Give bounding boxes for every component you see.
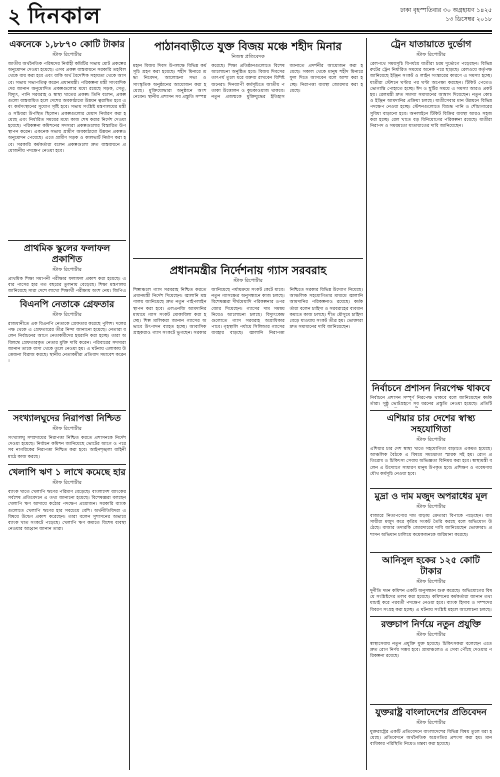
- article-body: ব্যাংক খাতে খেলাপি ঋণের পরিমাণ বেড়েছে। বাংলাদেশ ব্যাংকের সর্বশেষ প্রতিবেদনে এ তথ্য জানানো হয়েছে। বিশেষজ্ঞরা বলছেন খেলাপি ঋণ আদায়ে কঠোর পদক্ষেপ প্রয়োজন। সরকারি ব্যাংকগুলোতে খেলাপি ঋণের হার সবচেয়ে বেশি। অর্থনীতিবিদরা এ বিষয়ে উদ্বেগ প্রকাশ করেছেন। তারা বলেন সুশাসনের অভাবে ব্যাংক খাত সংকটে পড়েছে। খেলাপি ঋণ কমাতে বিশেষ ব্যবস্থা নেওয়ার আহ্বান জানান তারা।: [8, 490, 126, 533]
- article-body: দুর্নীতি দমন কমিশন একটি অনুসন্ধান শুরু করেছে। অভিযোগের বিষয়ে সংশ্লিষ্টদের তলব করা হয়েছে। কমিশনের কর্মকর্তারা জানান তথ্য যাচাই করে পরবর্তী পদক্ষেপ নেওয়া হবে। ব্যাংক হিসাব ও সম্পদের বিবরণ সংগ্রহ করা হচ্ছে। এ ঘটনায় সংশ্লিষ্ট মহলে আলোচনা চলছে।: [370, 589, 492, 613]
- divider: [8, 410, 126, 411]
- article-body: বাজারে নিত্যপণ্যের দাম বাড়ায় ক্রেতারা বিপাকে পড়েছেন। ব্যবসায়ীরা মজুদ করে কৃত্রিম সংকট তৈরি করছে বলে অভিযোগ উঠেছে। বাজার তদারকি জোরদারের দাবি জানিয়েছেন ভোক্তারা। প্রশাসন অভিযান চালিয়ে কয়েকজনকে জরিমানা করেছে।: [370, 514, 492, 538]
- byline: স্টাফ রিপোর্টার: [416, 579, 446, 585]
- headline: আনিসুল হকের ১২৫ কোটি টাকার: [382, 556, 480, 577]
- divider: [370, 552, 492, 553]
- headline: খেলাপি ঋণ ১ লাখে কমেছে হার: [8, 468, 126, 478]
- article-body: প্রাথমিক শিক্ষা সমাপনী পরীক্ষার ফলাফল প্রকাশ করা হয়েছে। এবার পাসের হার গত বছরের তুলনায় বেড়েছে। শিক্ষা মন্ত্রণালয় জানিয়েছে সারা দেশে লাখো শিক্ষার্থী পরীক্ষায় অংশ নেয়। জিপিএ: [8, 277, 126, 294]
- article-body: জাতীয় অর্থনৈতিক পরিষদের নির্বাহী কমিটির সভায় মোট প্রকল্পের অনুমোদন দেওয়া হয়েছে। এসব প্রকল্প বাস্তবায়নে সরকারি তহবিল থেকে ব্যয় করা হবে এবং বাকি অর্থ বৈদেশিক সহায়তা থেকে আসবে। সভায় সভাপতিত্ব করেন প্রধানমন্ত্রী। পরিকল্পনা মন্ত্রী সাংবাদিকদের জানান অনুমোদিত প্রকল্পগুলোর মধ্যে রয়েছে সড়ক, সেতু, বিদ্যুৎ, পানি সরবরাহ ও স্বাস্থ্য খাতের প্রকল্প। তিনি বলেন, প্রকল্পগুলো বাস্তবায়িত হলে দেশের অবকাঠামো উন্নয়ন ত্বরান্বিত হবে এবং কর্মসংস্থানের সুযোগ সৃষ্টি হবে। সভায় সংশ্লিষ্ট মন্ত্রণালয়ের মন্ত্রী ও সচিবরা উপস্থিত ছিলেন। প্রকল্পগুলোর মেয়াদ নির্ধারণ করা হয়েছে এবং নির্ধারিত সময়ের মধ্যে কাজ শেষ করার নির্দেশ দেওয়া হয়েছে। পরিকল্পনা কমিশনের সদস্যরা প্রকল্পগুলোর বিস্তারিত উপস্থাপন করেন। একনেক সভায় গ্রামীণ অবকাঠামো উন্নয়ন প্রকল্পও অনুমোদন পেয়েছে। এতে গ্রামীণ সড়ক ও কালভার্ট নির্মাণ করা হবে। সরকারি কর্মকর্তারা বলেন প্রকল্পগুলো দ্রুত বাস্তবায়নে প্রয়োজনীয় পদক্ষেপ নেওয়া হবে।: [8, 62, 126, 154]
- article-body: এশিয়ার চার দেশ স্বাস্থ্য খাতে সহযোগিতা বাড়াতে একমত হয়েছে। আঞ্চলিক বৈঠকে এ বিষয়ে সমঝোতা স্মারক সই হয়। রোগ প্রতিরোধ ও চিকিৎসা সেবায় অভিজ্ঞতা বিনিময় করা হবে। স্বাস্থ্যমন্ত্রী বলেন এ উদ্যোগে সাধারণ মানুষ উপকৃত হবে। প্রশিক্ষণ ও গবেষণায় যৌথ কর্মসূচি নেওয়া হবে।: [370, 447, 492, 477]
- article-body: সংখ্যালঘু সম্প্রদায়ের নিরাপত্তা নিশ্চিত করতে প্রশাসনকে নির্দেশ দেওয়া হয়েছে। নির্বাচন কমিশন জানিয়েছে ভোটের আগে ও পরে সব নাগরিকের নিরাপত্তা নিশ্চিত করা হবে। আইনশৃঙ্খলা বাহিনী মাঠে কাজ করছে।: [8, 436, 126, 460]
- article-4: [8, 412, 126, 462]
- byline: স্টাফ রিপোর্টার: [52, 426, 82, 432]
- newspaper-brand: দিনকাল: [28, 3, 102, 29]
- article-9: [370, 382, 492, 408]
- headline: বিএনপি নেতাকে গ্রেফতার: [19, 300, 115, 310]
- divider: [8, 296, 126, 297]
- headline: মুদ্রা ও দাম মজুদ অপরাধের মূল: [374, 492, 488, 502]
- headline: ট্রেন যাতায়াতে দুর্ভোগ: [390, 40, 472, 50]
- byline: স্টাফ রিপোর্টার: [233, 278, 263, 284]
- article-body: নির্বাচনে প্রশাসন সম্পূর্ণ নিরপেক্ষ থাকবে বলে জানিয়েছেন কর্মকর্তারা। সুষ্ঠু ভোটগ্রহণে সব ধরনের প্রস্তুতি নেওয়া হয়েছে। প্রতিটি: [370, 396, 492, 408]
- divider: [370, 380, 492, 381]
- headline: নির্বাচনে প্রশাসন নিরপেক্ষ থাকবে: [371, 384, 491, 394]
- byline: স্টাফ রিপোর্টার: [416, 504, 446, 510]
- column-rule: [129, 38, 130, 770]
- article-body: মহান বিজয় দিবস উপলক্ষে বিভিন্ন কর্মসূচি গ্রহণ করা হয়েছে। শহীদ মিনারে শ্রদ্ধা নিবেদন, আলোচনা সভা ও সাংস্কৃতিক অনুষ্ঠানের আয়োজন করা হয়েছে। মুক্তিযোদ্ধারা অনুষ্ঠানে অংশ নেবেন। স্থানীয় প্রশাসন সব প্রস্তুতি সম্পন্ন করেছে। শিক্ষা প্রতিষ্ঠানগুলোতে বিশেষ আলোচনা অনুষ্ঠিত হবে। বিজয় দিবসের তাৎপর্য তুলে ধরে বক্তব্য রাখবেন বিশিষ্টজনেরা। দিনব্যাপী কর্মসূচিতে জাতীয় পতাকা উত্তোলন ও কুচকাওয়াজ থাকবে। নতুন প্রজন্মকে মুক্তিযুদ্ধের ইতিহাস জানাতে প্রদর্শনীর আয়োজন করা হয়েছে। সকাল থেকে মানুষ শহীদ মিনারে ফুল দিতে আসবেন বলে আশা করা হচ্ছে। নিরাপত্তা ব্যবস্থা জোরদার করা হয়েছে।: [133, 64, 363, 101]
- headline: প্রধানমন্ত্রীর নির্দেশনায় গ্যাস সরবরাহ: [169, 264, 327, 277]
- article-body: রেলপথে সময়সূচি বিপর্যয়ে যাত্রীরা চরম দুর্ভোগে পড়েছেন। বিভিন্ন রুটের ট্রেন নির্ধারিত সময়ের অনেক পরে ছাড়ছে। রেলওয়ে কর্তৃপক্ষ জানিয়েছে ইঞ্জিন সংকট ও লাইন সংস্কারের কারণে এ সমস্যা হচ্ছে। যাত্রীরা স্টেশনে ঘণ্টার পর ঘণ্টা অপেক্ষা করছেন। টিকিট পেতেও ভোগান্তি পোহাতে হচ্ছে। ঈদ ও ছুটির সময়ে এ সমস্যা আরও প্রকট হয়। রেলমন্ত্রী দ্রুত সমস্যা সমাধানের আশ্বাস দিয়েছেন। নতুন কোচ ও ইঞ্জিন আমদানির প্রক্রিয়া চলছে। যাত্রীসেবার মান উন্নয়নে বিভিন্ন পদক্ষেপ নেওয়া হচ্ছে। স্টেশনগুলোতে বিশুদ্ধ পানি ও শৌচাগারের সুবিধা বাড়ানো হবে। অনলাইনে টিকিট বিক্রির ব্যবস্থা আরও সহজ করা হচ্ছে। রেল খাতে বড় বিনিয়োগের পরিকল্পনা রয়েছে। যাত্রীরা নিরাপদ ও সময়মতো যাতায়াতের দাবি জানিয়েছেন।: [370, 62, 492, 130]
- byline: স্টাফ রিপোর্টার: [52, 312, 82, 318]
- article-7: [133, 262, 363, 770]
- article-12: [370, 554, 492, 614]
- date-line-2: ১৩ ডিসেম্বর ২০১৮: [445, 16, 492, 23]
- divider: [370, 616, 492, 617]
- divider: [133, 258, 363, 259]
- article-1: [8, 38, 126, 238]
- divider: [370, 704, 492, 705]
- article-body: স্বাস্থ্যসেবায় নতুন প্রযুক্তি যুক্ত হয়েছে। চিকিৎসকরা বলেছেন এতে দ্রুত রোগ নির্ণয় সম্ভব হবে। গ্রামাঞ্চলেও এ সেবা পৌঁছে দেওয়ার পরিকল্পনা রয়েছে।: [370, 642, 492, 660]
- article-11: [370, 490, 492, 550]
- page-number: ২: [8, 4, 22, 28]
- byline: স্টাফ রিপোর্টার: [416, 720, 446, 726]
- article-8: [370, 38, 492, 378]
- headline: সংখ্যালঘুদের নিরাপত্তা নিশ্চিত: [13, 414, 121, 424]
- byline: স্টাফ রিপোর্টার: [52, 480, 82, 486]
- byline: স্টাফ রিপোর্টার: [416, 632, 446, 638]
- dateline: [400, 6, 492, 24]
- article-2: [8, 242, 126, 294]
- article-10: [370, 412, 492, 486]
- divider: [370, 410, 492, 411]
- divider: [370, 488, 492, 489]
- column-rule: [366, 38, 367, 770]
- headline: একনেকে ১,৮৮৭০ কোটি টাকার: [9, 40, 125, 50]
- byline: স্টাফ রিপোর্টার: [416, 437, 446, 443]
- headline: প্রাথমিক স্কুলের ফলাফল প্রকাশিত: [23, 244, 111, 265]
- headline: যুক্তরাষ্ট্র বাংলাদেশের প্রতিবেদন: [375, 708, 487, 718]
- masthead-rule-thin: [8, 33, 492, 34]
- article-13: [370, 618, 492, 702]
- divider: [8, 240, 126, 241]
- byline: নিজস্ব প্রতিবেদক: [231, 54, 265, 60]
- article-14: [370, 706, 492, 770]
- article-body: শিল্পাঞ্চলে গ্যাস সরবরাহ নিশ্চিত করতে প্রধানমন্ত্রী নির্দেশ দিয়েছেন। জ্বালানি মন্ত্রণালয় জানিয়েছে দ্রুত নতুন পাইপলাইন স্থাপন করা হবে। এলএনজি আমদানির মাধ্যমে গ্যাস সংকট মোকাবিলা করা হচ্ছে। শিল্প মালিকরা জানান গ্যাসের অভাবে উৎপাদন ব্যাহত হচ্ছে। আবাসিক গ্রাহকরাও গ্যাস সংকটে ভুগছেন। সরকার জানিয়েছে পর্যায়ক্রমে সংকট কেটে যাবে। নতুন গ্যাসক্ষেত্র অনুসন্ধানে কাজ চলছে। বিশেষজ্ঞরা দীর্ঘমেয়াদি পরিকল্পনার ওপর জোর দিয়েছেন। গ্যাসের দাম সমন্বয় নিয়েও আলোচনা চলছে। বিদ্যুৎকেন্দ্রগুলোতে গ্যাস সরবরাহ অগ্রাধিকার পাবে। গৃহস্থালি পর্যায়ে সিলিন্ডার গ্যাসের ব্যবহার বাড়ছে। জ্বালানি নিরাপত্তা নিশ্চিতে সরকার বিভিন্ন উদ্যোগ নিয়েছে। আঞ্চলিক সহযোগিতার মাধ্যমে জ্বালানি আমদানির পরিকল্পনাও রয়েছে। কর্মকর্তারা বলেন চাহিদা ও সরবরাহের ব্যবধান কমাতে কাজ চলছে। শীত মৌসুমে চাহিদা বেড়ে যাওয়ায় সংকট তীব্র হয়। ভোক্তারা দ্রুত সমাধানের দাবি জানিয়েছেন।: [133, 288, 363, 337]
- masthead-rule: [8, 30, 492, 32]
- headline: এশিয়ার চার দেশের স্বাস্থ্য সহযোগিতা: [386, 414, 476, 435]
- article-6: [133, 38, 363, 258]
- article-body: যুক্তরাষ্ট্রের একটি প্রতিবেদনে বাংলাদেশের বিভিন্ন বিষয় তুলে ধরা হয়েছে। প্রতিবেদনে অর্থনৈতিক অগ্রগতির প্রশংসা করা হয়। মানবাধিকার পরিস্থিতি নিয়েও মন্তব্য করা হয়েছে।: [370, 730, 492, 748]
- byline: স্টাফ রিপোর্টার: [52, 52, 82, 58]
- headline: পাঠানবাড়ীতে যুক্ত বিজয় মঞ্চে শহীদ মিনার: [154, 40, 342, 53]
- article-5: [8, 466, 126, 770]
- divider: [8, 464, 126, 465]
- article-body: রাজধানীতে এক বিএনপি নেতাকে গ্রেফতার করেছে পুলিশ। দলের পক্ষ থেকে এ গ্রেফতারের তীব্র নিন্দা জানানো হয়েছে। নেতারা বলেন নির্বাচনের আগে নেতাকর্মীদের হয়রানি করা হচ্ছে। তারা অবিলম্বে গ্রেফতারকৃত নেতার মুক্তি দাবি করেন। পরিবারের সদস্যরা জানান তাকে বাসা থেকে তুলে নেওয়া হয়। এ ঘটনায় এলাকায় উত্তেজনা বিরাজ করছে। স্থানীয় নেতাকর্মীরা প্রতিবাদ সমাবেশ করেন।: [8, 322, 126, 365]
- headline: রক্তচাপ নির্ণয়ে নতুন প্রযুক্তি: [381, 620, 481, 630]
- article-3: [8, 298, 126, 408]
- date-line-1: ঢাকা বৃহস্পতিবার ৩০ অগ্রহায়ণ ১৪২৫: [400, 7, 492, 14]
- byline: স্টাফ রিপোর্টার: [52, 267, 82, 273]
- byline: স্টাফ রিপোর্টার: [416, 52, 446, 58]
- masthead: [8, 4, 492, 28]
